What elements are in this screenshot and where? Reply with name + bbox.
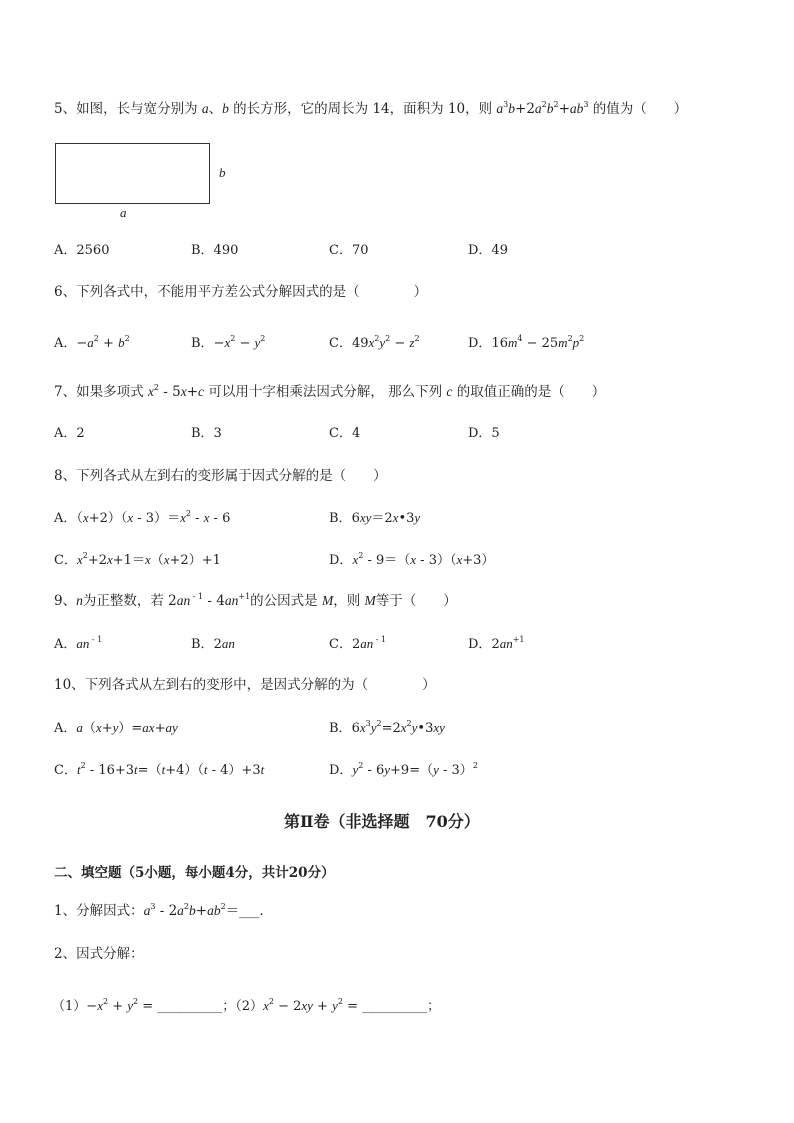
q6-option-a: A．$-a^2 + b^2$	[54, 334, 130, 351]
question-8-stem: 8、下列各式从左到右的变形属于因式分解的是（ ）	[54, 468, 387, 484]
q8-option-c: C．$x^2+2x+1=x(x+2)+1$	[54, 551, 221, 568]
rect-label-b: b	[219, 165, 226, 180]
part-2-title: 第Ⅱ卷（非选择题 70分）	[284, 812, 480, 831]
q8-option-d: D．$x^2 - 9=(x - 3)(x+3)$	[329, 551, 495, 568]
q6-option-c: C．$49x^2y^2 - z^2$	[329, 334, 420, 351]
q10-option-c: C．$t^2 - 16+3t=(t+4)(t - 4)+3t$	[54, 761, 265, 778]
question-6-stem: 6、下列各式中，不能用平方差公式分解因式的是（ ）	[54, 284, 428, 300]
rectangle-figure	[55, 143, 210, 204]
q10-option-b: B．$6x^3y^2=2x^2y•3xy$	[329, 719, 445, 736]
q8-option-a: A．$(x+2)(x - 3)=x^2 - x - 6$	[54, 509, 231, 526]
rect-label-a: a	[120, 205, 127, 220]
q6-option-d: D．$16m^4 - 25m^2p^2$	[468, 334, 585, 351]
q9-option-c: C．2an $^{- 1}$	[329, 635, 387, 652]
q10-option-d: D．$y^2 - 6y+9=(y - 3)^2$	[329, 761, 478, 778]
fill-2-parts: $(1)-x^2 + y^2$ = __________；$(2)x^2 - 2xy + y^2$ = __________；	[52, 997, 441, 1014]
fill-1-stem: 1、分解因式：$a^3$ - $2a^2b+ab^2=\_\_\_$．	[54, 902, 273, 919]
section-2-heading: 二、填空题（5小题，每小题4分，共计20分）	[54, 865, 335, 881]
q5-option-b: B．490	[191, 243, 239, 258]
question-7-stem: 7、如果多项式 $x^2 - 5x+c$ 可以用十字相乘法因式分解， 那么下列 c 的取值正确的是（ ）	[54, 383, 606, 400]
question-5-stem: 5、如图，长与宽分别为 a、b 的长方形，它的周长为 14，面积为 10，则 $a^3b+2a^2b^2+ab^3$ 的值为（ ）	[54, 100, 688, 117]
q9-option-a: A．an $^{- 1}$	[54, 635, 103, 652]
q7-option-d: D．5	[468, 426, 500, 441]
q5-option-c: C．70	[329, 243, 369, 258]
q8-option-b: B．6xy＝2x•3y	[329, 510, 421, 526]
fill-2-stem: 2、因式分解：	[54, 946, 144, 962]
q5-option-d: D．49	[468, 243, 508, 258]
q6-option-b: B．$-x^2 - y^2$	[191, 334, 266, 351]
question-9-stem: 9、n为正整数，若 2an $^{- 1} - 4an^{+1}$的公因式是 M，则 M等于（ ）	[54, 592, 457, 609]
q7-option-b: B．3	[191, 426, 222, 441]
q7-option-c: C．4	[329, 426, 361, 441]
q10-option-a: A．a（x+y）=ax+ay	[54, 720, 178, 736]
q9-option-b: B．2an	[191, 636, 235, 652]
q9-option-d: D．$2an^{+1}$	[468, 635, 525, 652]
q5-option-a: A．2560	[54, 243, 110, 258]
question-10-stem: 10、下列各式从左到右的变形中，是因式分解的为（ ）	[54, 677, 436, 693]
q7-option-a: A．2	[54, 426, 85, 441]
